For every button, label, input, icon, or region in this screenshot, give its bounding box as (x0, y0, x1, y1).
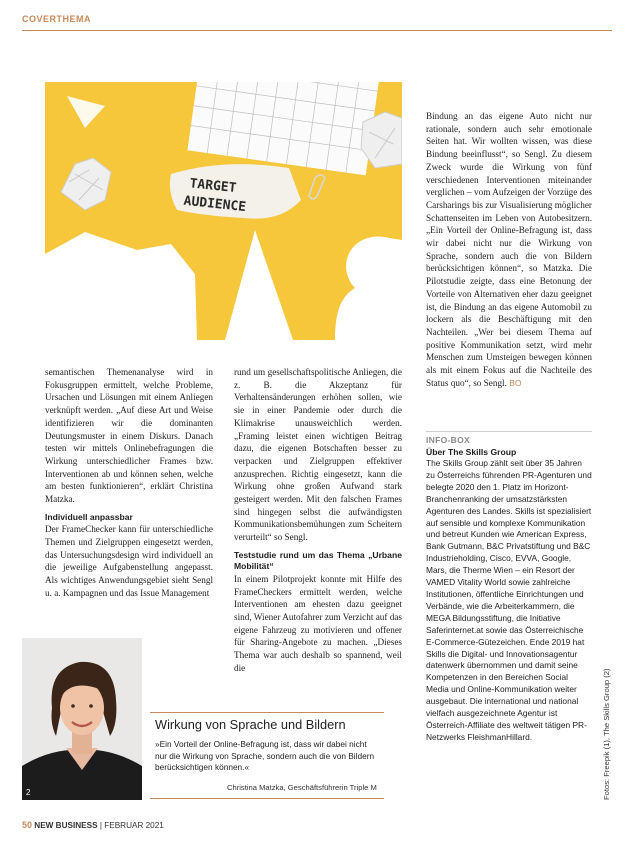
infobox-rule (426, 431, 592, 432)
col2-paragraph-2: In einem Pilotprojekt konnte mit Hilfe des FrameCheckers ermittelt werden, welche Interventionen am ehesten dazu geeignet sind, Wiener Autofahrer zum Verzicht auf das eigene Fahrzeug zu motivieren und offener für Sharing-Angebote zu machen. „Dieses Thema war auch deshalb so spannend, weil die (234, 573, 402, 673)
page-number: 50 (22, 820, 33, 830)
note-text-target: TARGET (188, 176, 238, 197)
column-2 (234, 366, 402, 674)
portrait-number: 2 (26, 788, 31, 797)
col2-subheading: Teststudie rund um das Thema „Urbane Mobilität“ (234, 549, 402, 572)
section-rule (22, 30, 612, 31)
footer-brand: NEW BUSINESS (34, 821, 98, 830)
quote-text: »Ein Vorteil der Online-Befragung ist, dass wir dabei nicht nur die Wirkung von Sprache, sondern auch die von Bildern berücksichtigen können.« (155, 739, 375, 773)
infobox (426, 435, 592, 744)
portrait-illustration (22, 638, 142, 800)
column-3 (426, 110, 592, 389)
column-1 (45, 366, 213, 599)
col3-paragraph-1 (426, 110, 592, 389)
quote-attribution: Christina Matzka, Geschäftsführerin Triple M (227, 783, 377, 792)
footer-separator: | (99, 821, 102, 830)
col2-paragraph-1: rund um gesellschaftspolitische Anliegen, die z. B. die Akzeptanz für Verhaltensänderungen erhöhen sollen, wie sie in einer Pandemie oder durch die Klimakrise unausweichlich werden. „Framing leistet einen wichtigen Beitrag dazu, die eigenen Botschaften besser zu verpacken und Zielgruppen effektiver anzusprechen. Richtig eingesetzt, kann die Wirkung ohne großen Aufwand stark gesteigert werden. Mit den falschen Frames sind hingegen selbst die aufwändigsten Kommunikationsbemühungen zum Scheitern verurteilt“ so Sengl. (234, 367, 402, 543)
col1-subheading: Individuell anpassbar (45, 511, 133, 522)
col3-text: Bindung an das eigene Auto nicht nur rationale, sondern auch sehr emotionale Seiten hat. Wir wollten wissen, was diese Bindung beeinflusst“, so Sengl. Zu diesem Zweck wurde die Wirkung von fünf verschiedenen Interventionen miteinander verglichen – vom Aufzeigen der Vorzüge des Carsharings bis zur Visualisierung möglicher Schattenseiten im Leben von Autobesitzern. „Ein Vorteil der Online-Befragung ist, dass wir dabei nicht nur die Wirkung von Sprache, sondern auch die von Bildern berücksichtigen können“, so Matzka. Die Pilotstudie zeigte, dass eine Betonung der Vorteile von Alternativen eher dazu geeignet ist, die Bindung an das eigene Automobil zu lockern als die Beschäftigung mit den Nachteilen. „Wer bei diesem Thema auf positive Kommunikation setzt, wird mehr Menschen zum Umsteigen bewegen können als mit einem Fokus auf die Nachteile des Status quo“, so Sengl. (426, 111, 592, 388)
hero-image (45, 82, 402, 340)
footer-date: FEBRUAR 2021 (104, 821, 164, 830)
infobox-body: The Skills Group zählt seit über 35 Jahren zu Österreichs führenden PR-Agenturen und belegte 2020 den 1. Platz im Horizont-Branchenranking der umsatzstärksten Agenturen des Landes. Skills ist spezialisiert auf sensible und komplexe Kommunikation und betreut Kunden wie American Express, Bank Gutmann, B&C Privatstiftung und B&C Industrieholding, Cisco, EVVA, Google, Mars, die Therme Wien – ein Resort der VAMED Vitality World sowie zahlreiche Institutionen, öffentliche Einrichtungen und Verbände, wie die Arbeiterkammern, die MEGA Bildungsstiftung, die Initiative Saferinternet.at sowie das Österreichische E-Commerce-Gütezeichen. Ende 2019 hat Skills die Digital- und Innovationsagentur datenwerk übernommen und damit seine Kompetenzen in den Bereichen Social Media und Online-Kommunikation weiter ausgebaut. Die international und national vielfach ausgezeichnete Agentur ist Österreich-Affiliate des weltweit tätigen PR-Netzwerks FleishmanHillard. (426, 458, 592, 742)
quote-title: Wirkung von Sprache und Bildern (155, 717, 346, 732)
quote-rule-bottom (150, 798, 384, 799)
infobox-title: INFO-BOX (426, 435, 470, 445)
portrait-image (22, 638, 142, 800)
col1-paragraph-2: Der FrameChecker kann für unterschiedliche Themen und Zielgruppen eingesetzt werden, das Untersuchungsdesign wird individuell an die jeweilige Aufgabenstellung angepasst. Als wichtiges Anwendungsgebiet sieht Sengl u. a. Kampagnen und das Issue Management (45, 524, 213, 598)
photo-credit: Fotos: Freepik (1), The Skills Group (2) (602, 668, 611, 800)
col1-paragraph-1: semantischen Themenanalyse wird in Fokusgruppen ermittelt, welche Probleme, Ursachen und Lösungen mit einem Anliegen verknüpft werden. „Auf diese Art und Weise identifizieren wir die dominanten Deutungsmuster in einem Diskurs. Danach testen wir mittels Onlinebefragungen die Wirkung unterschiedlicher Frames bzw. Interventionen ab und können sehen, welche am besten funktionieren“, erklärt Christina Matzka. (45, 367, 213, 505)
author-initials: BO (509, 377, 522, 388)
quote-rule-top (150, 712, 384, 713)
image-number: 1 (49, 328, 54, 337)
page-footer (22, 820, 164, 830)
note-text-audience: AUDIENCE (182, 193, 247, 216)
infobox-subtitle: Über The Skills Group (426, 447, 517, 457)
hero-illustration (45, 82, 402, 340)
section-label: COVERTHEMA (22, 14, 92, 24)
